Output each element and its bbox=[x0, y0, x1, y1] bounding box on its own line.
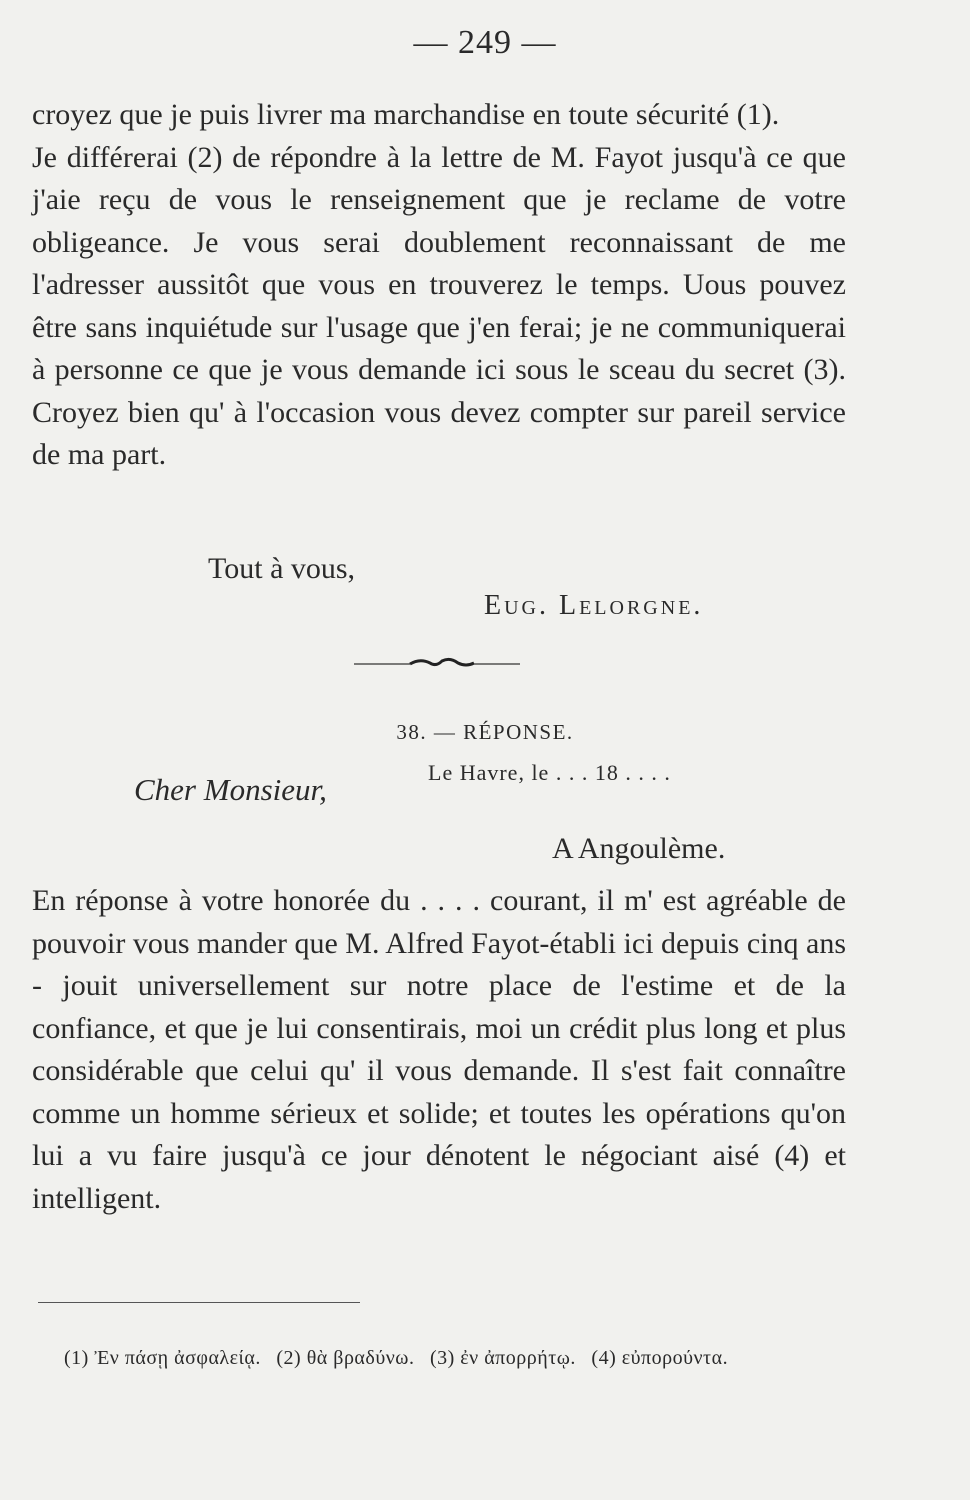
letter-continuation bbox=[32, 94, 846, 477]
footnote-2: (2) θὰ βραδύνω. bbox=[276, 1347, 415, 1369]
paragraph-2: Je différerai (2) de répondre à la lettre de M. Fayot jusqu'à ce que j'aie reçu de vous le renseignement que je reclame de votre obligeance. Je vous serai doublement reconnaissant de me l'adresser aussitôt que vous en trouverez le temps. Uous pouvez être sans inquiétude sur l'usage que j'en ferai; je ne communiquerai à personne ce que je vous demande ici sous le sceau du secret (3). Croyez bien qu' à l'occasion vous devez compter sur pareil service de ma part. bbox=[32, 140, 846, 471]
response-body bbox=[32, 880, 846, 1220]
salutation: Cher Monsieur, bbox=[134, 772, 327, 807]
footnote-rule bbox=[38, 1302, 360, 1303]
letter-closing: Tout à vous, bbox=[208, 552, 356, 585]
dateline: Le Havre, le . . . 18 . . . . bbox=[428, 760, 671, 785]
footnotes bbox=[64, 1347, 738, 1370]
response-paragraph: En réponse à votre honorée du . . . . courant, il m' est agréable de pouvoir vous mander que M. Alfred Fayot-établi ici depuis cinq ans - jouit universellement sur notre place de l'estime et de la confiance, et que je lui consentirais, moi un crédit plus long et plus considérable que celui qu' il vous demande. Il s'est fait connaître comme un homme sérieux et solide; et toutes les opérations qu'on lui a vu faire jusqu'à ce jour dénotent le négociant aisé (4) et intelligent. bbox=[32, 884, 846, 1215]
recipient-place: A Angoulème. bbox=[552, 832, 726, 865]
footnote-4: (4) εὐπορούντα. bbox=[591, 1347, 729, 1369]
page-number: — 249 — bbox=[413, 24, 557, 61]
footnote-1: (1) Ἐν πάσῃ ἀσφαλείᾳ. bbox=[64, 1347, 261, 1369]
section-title: 38. — RÉPONSE. bbox=[396, 720, 574, 744]
letter-signature: Eug. Lelorgne. bbox=[484, 590, 704, 621]
ornament-divider bbox=[354, 655, 520, 671]
paragraph-1: croyez que je puis livrer ma marchandise en toute sécurité (1). bbox=[32, 98, 780, 131]
footnote-3: (3) ἐν ἀπορρήτῳ. bbox=[429, 1347, 576, 1369]
